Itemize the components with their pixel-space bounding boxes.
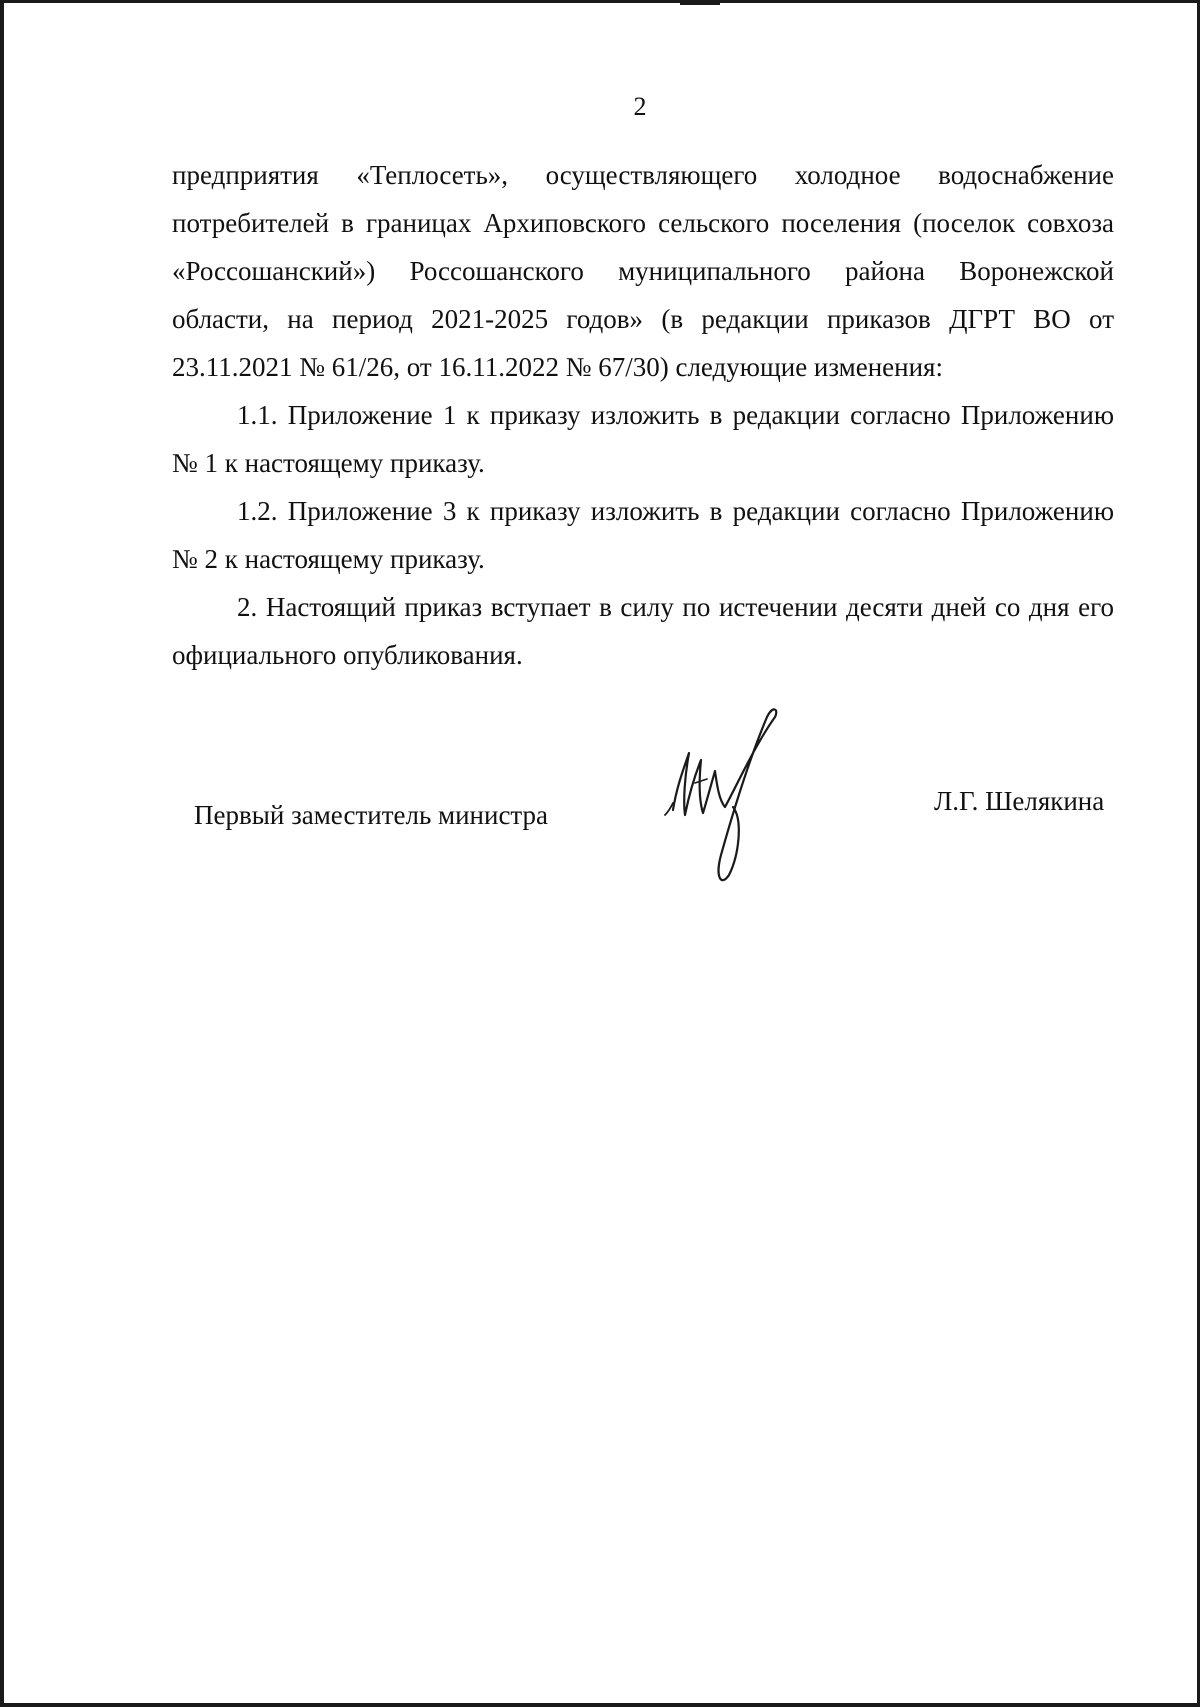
body-line-3: «Россошанский») Россошанского муниципального района Воронежской: [172, 256, 1114, 286]
scan-border-bottom: [0, 1703, 1200, 1707]
body-line-2: потребителей в границах Архиповского сельского поселения (поселок совхоза: [172, 208, 1114, 238]
item-1-1-line-1: 1.1. Приложение 1 к приказу изложить в редакции согласно Приложению: [237, 400, 1114, 430]
page-number: 2: [633, 92, 647, 121]
handwritten-signature: [655, 705, 805, 895]
body-line-1: предприятия «Теплосеть», осуществляющего холодное водоснабжение: [172, 160, 1114, 190]
scan-border-left: [0, 0, 4, 1707]
item-1-2-line-2: № 2 к настоящему приказу.: [172, 544, 485, 574]
item-2-line-1: 2. Настоящий приказ вступает в силу по истечении десяти дней со дня его: [237, 592, 1114, 622]
body-line-5: 23.11.2021 № 61/26, от 16.11.2022 № 67/30) следующие изменения:: [172, 352, 943, 382]
scan-border-top: [0, 0, 1200, 3]
signatory-title: Первый заместитель министра: [194, 800, 549, 830]
body-line-4: области, на период 2021-2025 годов» (в редакции приказов ДГРТ ВО от: [172, 304, 1114, 334]
item-1-1-line-2: № 1 к настоящему приказу.: [172, 448, 485, 478]
scan-mark-top: [680, 0, 720, 5]
item-2-line-2: официального опубликования.: [172, 640, 523, 670]
item-1-2-line-1: 1.2. Приложение 3 к приказу изложить в редакции согласно Приложению: [237, 496, 1114, 526]
signatory-name: Л.Г. Шелякина: [934, 786, 1105, 816]
